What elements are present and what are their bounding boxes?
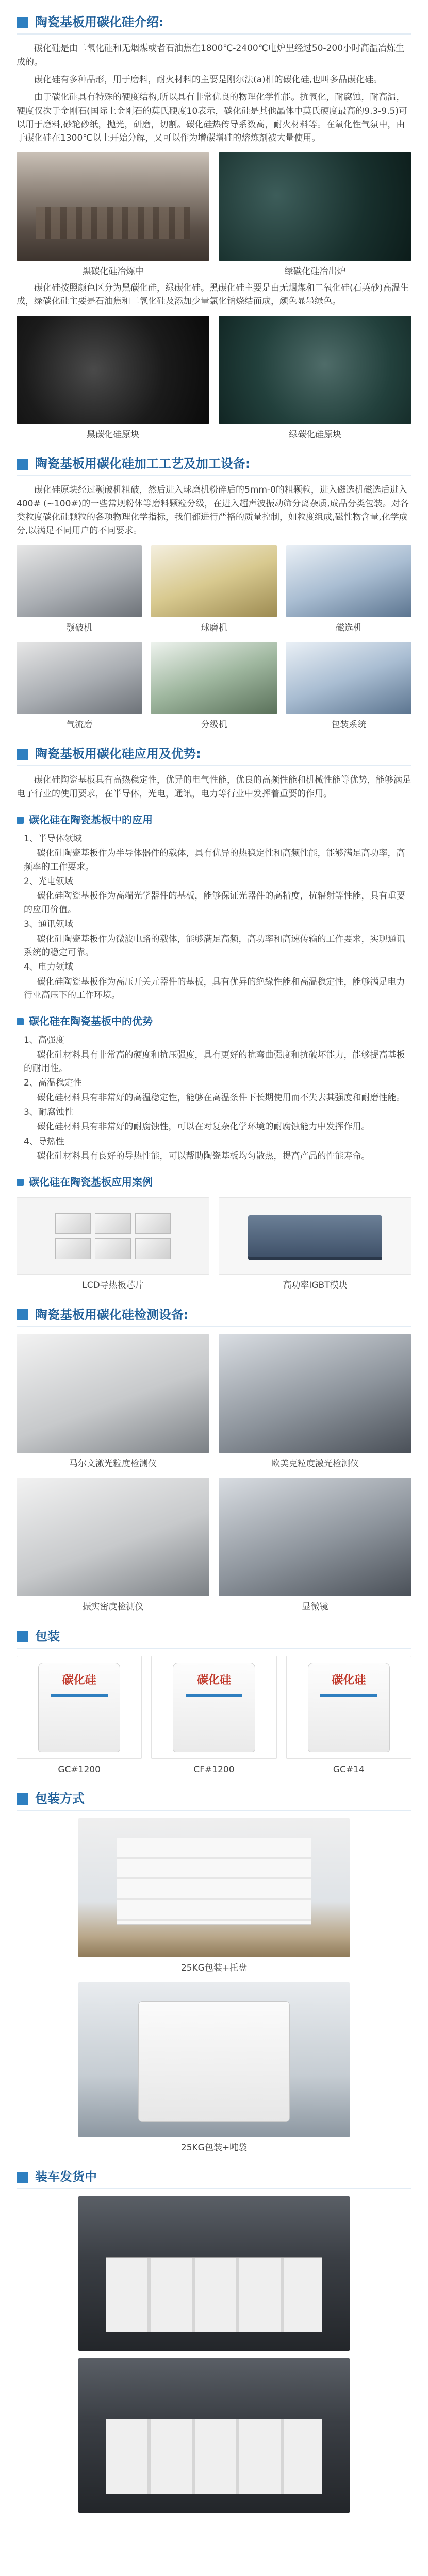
equipment-card bbox=[17, 545, 142, 635]
equipment-caption: 球磨机 bbox=[201, 622, 227, 633]
section-packaging-header bbox=[17, 1629, 411, 1649]
case-photos bbox=[17, 1197, 411, 1292]
section-marker-icon bbox=[17, 1793, 28, 1805]
photo-card bbox=[219, 152, 411, 278]
container-loading-photo bbox=[78, 2358, 350, 2513]
bag-caption: CF#1200 bbox=[193, 1764, 235, 1775]
section-title: 包装 bbox=[35, 1629, 60, 1643]
list-heading: 1、高强度 bbox=[24, 1035, 64, 1046]
section-application-header bbox=[17, 746, 411, 766]
subsection-header bbox=[17, 1013, 411, 1029]
shipping-card bbox=[78, 2196, 350, 2351]
photo-caption: 黑碳化硅原块 bbox=[87, 429, 139, 440]
section-marker-icon bbox=[17, 2172, 28, 2183]
equipment-row bbox=[17, 545, 411, 635]
classifier-photo bbox=[151, 642, 276, 714]
subsection-marker-icon bbox=[17, 1179, 24, 1186]
list-text: 碳化硅材料具有非常高的硬度和抗压强度，具有更好的抗弯曲强度和抗破坏能力，能够提高基板的耐用性。 bbox=[24, 1049, 405, 1074]
photo-caption: 黑碳化硅冶炼中 bbox=[82, 266, 144, 277]
process-paragraph: 碳化硅原块经过颚破机粗破，然后进入球磨机粉碎后的5mm-0的粗颗粒，进入磁选机磁选后进入400# (~100#)的一些常规粉体等磨料颗粒分级，在进入超声波振动筛分离杂质,成品分类包装。对各类粒度碳化硅颗粒的各项物理化学指标，我们都进行严格的质量控制，如粒度组成,磁性物含量,化学成分,以满足不同用户的不同要求。 bbox=[17, 485, 409, 536]
photo-card bbox=[17, 316, 209, 442]
furnace-photo bbox=[17, 152, 209, 261]
bag-brand: 碳化硅 bbox=[196, 1673, 231, 1687]
bag-card bbox=[151, 1656, 276, 1776]
intro-paragraph: 由于碳化硅具有特殊的硬度结构,所以具有非常优良的物理化学性能。抗氧化，耐腐蚀，耐高温，硬度仅次于金刚石(国际上金刚石的莫氏硬度10表示，碳化硅是其他晶体中莫氏硬度最高的9.3-9.5)可以用于磨料,砂轮砂纸，抛光，研磨，切割。碳化硅热传导系数高，耐火材料等。在氧化性气氛中，由于碳化硅在1300℃以上开始分解，又可以作为增碳增硅的熔炼剂被大量使用。 bbox=[17, 92, 408, 144]
list-heading: 3、通讯领域 bbox=[24, 919, 73, 930]
list-text: 碳化硅材料具有非常好的耐腐蚀性，可以在对复杂化学环境的耐腐蚀能力中发挥作用。 bbox=[37, 1122, 370, 1132]
section-title: 装车发货中 bbox=[35, 2169, 97, 2184]
igbt-module-photo bbox=[219, 1197, 411, 1275]
shipping-photos bbox=[17, 2196, 411, 2513]
photo-caption: 绿碳化硅原块 bbox=[289, 429, 341, 440]
equipment-caption: 磁选机 bbox=[335, 622, 362, 633]
subsection-title: 碳化硅在陶瓷基板应用案例 bbox=[29, 1176, 153, 1189]
equipment-card bbox=[286, 545, 411, 635]
subsection-header bbox=[17, 812, 411, 828]
subsection-title: 碳化硅在陶瓷基板中的应用 bbox=[29, 814, 153, 826]
instrument-card bbox=[17, 1334, 209, 1470]
case-card bbox=[17, 1197, 209, 1292]
instrument-caption: 马尔文激光粒度检测仪 bbox=[69, 1458, 157, 1469]
equipment-caption: 颚破机 bbox=[66, 622, 93, 633]
list-heading: 4、导热性 bbox=[24, 1136, 64, 1147]
list-text: 碳化硅陶瓷基板作为高端光学器件的基板，能够保证光器件的高精度，抗辐射等性能，具有重要的应用价值。 bbox=[24, 891, 405, 915]
list-text: 碳化硅陶瓷基板作为半导体器件的载体，具有优异的热稳定性和高频性能，能够满足高功率，高频率的工作要求。 bbox=[24, 848, 405, 872]
jaw-crusher-photo bbox=[17, 545, 142, 617]
ton-bag-packing-photo bbox=[78, 1982, 350, 2137]
application-list bbox=[17, 832, 411, 1002]
section-shipping-header bbox=[17, 2169, 411, 2189]
bag-photo bbox=[151, 1656, 276, 1759]
subsection-marker-icon bbox=[17, 1018, 24, 1025]
list-text: 碳化硅陶瓷基板作为微波电路的载体，能够满足高频，高功率和高速传输的工作要求，实现通讯系统的稳定可靠。 bbox=[24, 934, 405, 958]
packing-system-photo bbox=[286, 642, 411, 714]
list-text: 碳化硅材料具有良好的导热性能，可以帮助陶瓷基板均匀散热，提高产品的性能寿命。 bbox=[37, 1150, 370, 1161]
equipment-caption: 分级机 bbox=[201, 719, 227, 730]
photo-card bbox=[219, 316, 411, 442]
equipment-card bbox=[286, 642, 411, 732]
packing-caption: 25KG包装+吨袋 bbox=[180, 2142, 248, 2153]
jet-mill-photo bbox=[17, 642, 142, 714]
case-caption: LCD导热板芯片 bbox=[82, 1280, 144, 1291]
section-title: 陶瓷基板用碳化硅应用及优势: bbox=[35, 747, 201, 761]
case-card bbox=[219, 1197, 411, 1292]
bag-caption: GC#14 bbox=[333, 1764, 365, 1775]
lcd-chip-photo bbox=[17, 1197, 209, 1275]
equipment-caption: 气流磨 bbox=[66, 719, 93, 730]
section-marker-icon bbox=[17, 1309, 28, 1320]
packing-caption: 25KG包装+托盘 bbox=[180, 1963, 248, 1974]
list-heading: 3、耐腐蚀性 bbox=[24, 1107, 73, 1117]
truck-loading-photo bbox=[78, 2196, 350, 2351]
section-intro-header bbox=[17, 14, 411, 35]
bag-photo bbox=[17, 1656, 142, 1759]
laser-particle-analyzer-photo bbox=[17, 1334, 209, 1453]
section-title: 陶瓷基板用碳化硅加工工艺及加工设备: bbox=[35, 456, 251, 471]
advantage-list bbox=[17, 1033, 411, 1163]
instrument-card bbox=[219, 1334, 411, 1470]
bag-photos bbox=[17, 1656, 411, 1776]
equipment-card bbox=[151, 642, 276, 732]
microscope-photo bbox=[219, 1478, 411, 1596]
section-title: 陶瓷基板用碳化硅介绍: bbox=[35, 15, 164, 29]
section-title: 包装方式 bbox=[35, 1791, 85, 1806]
intro-paragraph: 碳化硅有多种晶形，用于磨料，耐火材料的主要是刚尔法(a)相的碳化硅,也叫多晶碳化硅。 bbox=[34, 74, 383, 85]
packing-card bbox=[78, 1818, 350, 1975]
product-detail-page bbox=[0, 14, 428, 2531]
raw-block-photos bbox=[17, 316, 411, 442]
list-text: 碳化硅材料具有非常好的高温稳定性，能够在高温条件下长期使用而不失去其强度和耐磨性能。 bbox=[37, 1092, 405, 1103]
pallet-packing-photo bbox=[78, 1818, 350, 1957]
green-ore-photo bbox=[219, 316, 411, 424]
bag-photo bbox=[286, 1656, 411, 1759]
section-marker-icon bbox=[17, 749, 28, 760]
equipment-caption: 包装系统 bbox=[331, 719, 367, 730]
packing-card bbox=[78, 1982, 350, 2155]
equipment-card bbox=[151, 545, 276, 635]
instrument-caption: 振实密度检测仪 bbox=[82, 1602, 144, 1613]
subsection-header bbox=[17, 1174, 411, 1190]
list-text: 碳化硅陶瓷基板作为高压开关元器件的基板，具有优异的绝缘性能和高温稳定性，能够满足电力行业高压下的工作环境。 bbox=[24, 976, 405, 1001]
bag-card bbox=[286, 1656, 411, 1776]
tap-density-tester-photo bbox=[17, 1478, 209, 1596]
section-title: 陶瓷基板用碳化硅检测设备: bbox=[35, 1307, 189, 1322]
black-ore-photo bbox=[17, 316, 209, 424]
photo-card bbox=[17, 152, 209, 278]
testing-photos bbox=[17, 1334, 411, 1614]
subsection-title: 碳化硅在陶瓷基板中的优势 bbox=[29, 1015, 153, 1028]
section-marker-icon bbox=[17, 17, 28, 28]
equipment-row bbox=[17, 642, 411, 732]
green-ore-photo bbox=[219, 152, 411, 261]
intro-paragraph: 碳化硅是由二氧化硅和无烟煤或者石油焦在1800℃-2400℃电炉里经过50-200小时高温冶炼生成的。 bbox=[17, 43, 405, 67]
equipment-card bbox=[17, 642, 142, 732]
instrument-caption: 显微镜 bbox=[302, 1602, 328, 1613]
packing-photos bbox=[17, 1818, 411, 2155]
ball-mill-photo bbox=[151, 545, 276, 617]
magnetic-separator-photo bbox=[286, 545, 411, 617]
bag-brand: 碳化硅 bbox=[332, 1673, 366, 1687]
instrument-card bbox=[219, 1478, 411, 1614]
list-heading: 2、光电领域 bbox=[24, 876, 73, 887]
application-paragraph: 碳化硅陶瓷基板具有高热稳定性，优异的电气性能，优良的高频性能和机械性能等优势，能够满足电子行业的使用要求，在半导体，光电，通讯，电力等行业中发挥着重要的作用。 bbox=[17, 775, 411, 799]
instrument-caption: 欧美克粒度激光检测仪 bbox=[271, 1458, 359, 1469]
list-heading: 1、半导体领域 bbox=[24, 834, 82, 844]
section-marker-icon bbox=[17, 459, 28, 470]
section-testing-header bbox=[17, 1307, 411, 1327]
list-heading: 2、高温稳定性 bbox=[24, 1078, 82, 1089]
section-packing-method-header bbox=[17, 1791, 411, 1811]
bag-brand: 碳化硅 bbox=[62, 1673, 96, 1687]
section-process-header bbox=[17, 456, 411, 476]
smelting-photos bbox=[17, 152, 411, 278]
photo-caption: 绿碳化硅冶出炉 bbox=[284, 266, 346, 277]
case-caption: 高功率IGBT模块 bbox=[283, 1280, 348, 1291]
instrument-card bbox=[17, 1478, 209, 1614]
shipping-card bbox=[78, 2358, 350, 2513]
bag-caption: GC#1200 bbox=[58, 1764, 101, 1775]
list-heading: 4、电力领域 bbox=[24, 962, 73, 973]
section-marker-icon bbox=[17, 1631, 28, 1642]
subsection-marker-icon bbox=[17, 817, 24, 824]
laser-particle-analyzer-photo bbox=[219, 1334, 411, 1453]
intro-paragraph: 碳化硅按照颜色区分为黑碳化硅，绿碳化硅。黑碳化硅主要是由无烟煤和二氧化硅(石英砂)高温生成，绿碳化硅主要是石油焦和二氧化硅及添加少量氯化钠烧结而成，颜色显墨绿色。 bbox=[17, 282, 409, 307]
bag-card bbox=[17, 1656, 142, 1776]
